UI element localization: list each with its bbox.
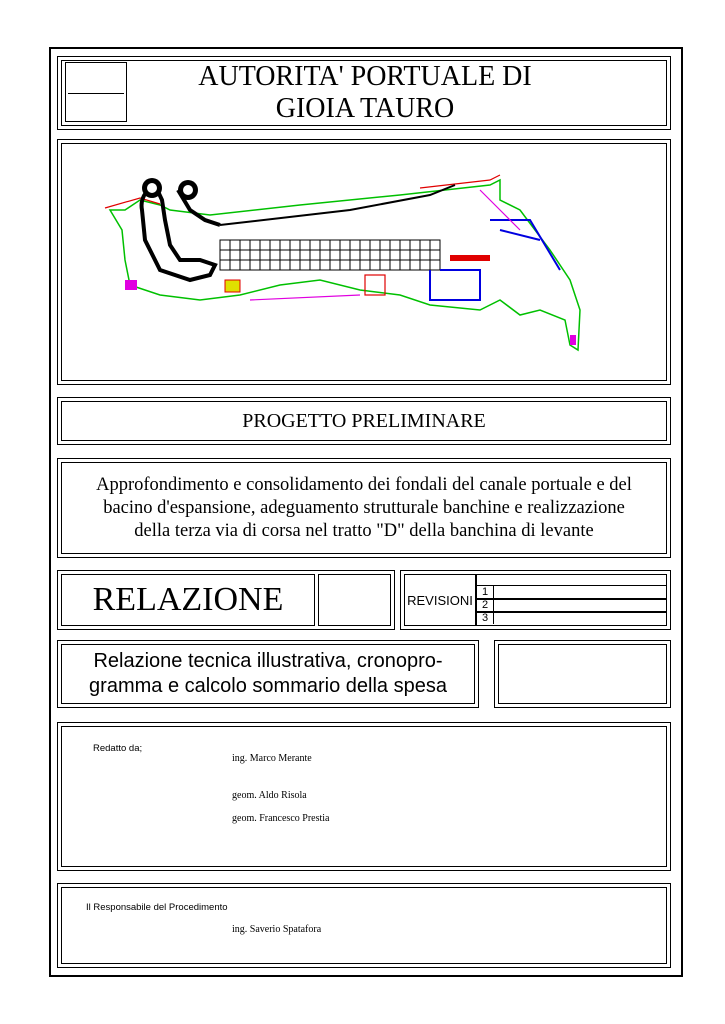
revisions-label-box — [404, 574, 476, 626]
description-line-1: Approfondimento e consolidamento dei fondali del canale portuale e del — [96, 474, 632, 495]
author-name-1: ing. Marco Merante — [232, 753, 312, 764]
stamp-inner-box — [498, 644, 667, 704]
doc-type-inner-box — [61, 574, 315, 626]
subject-inner-box — [61, 644, 475, 704]
authors-label: Redatto da; — [93, 743, 143, 754]
subject-line-2: gramma e calcolo sommario della spesa — [89, 675, 447, 697]
description-line-2: bacino d'espansione, adeguamento strutturale banchine e realizzazione — [103, 497, 625, 518]
responsible-inner-box — [61, 887, 667, 964]
title-line-2: GIOIA TAURO — [275, 93, 455, 124]
author-name-3: geom. Francesco Prestia — [232, 813, 330, 824]
phase-title: PROGETTO PRELIMINARE — [242, 409, 486, 432]
authors-inner-box — [61, 726, 667, 867]
page-title — [130, 60, 600, 126]
phase-inner-box — [61, 401, 667, 441]
port-plan-map — [100, 170, 600, 365]
title-line-1: AUTORITA' PORTUALE DI — [198, 61, 532, 92]
doc-code-box — [318, 574, 391, 626]
logo-box — [65, 62, 127, 122]
building-yellow — [225, 280, 240, 292]
land-contour — [110, 180, 580, 350]
revisions-table — [476, 574, 667, 626]
revision-number-2: 2 — [482, 599, 489, 611]
description-inner-box — [61, 462, 667, 554]
responsible-label: Il Responsabile del Procedimento — [86, 902, 228, 913]
channel-path — [142, 185, 215, 280]
description-line-3: della terza via di corsa nel tratto "D" della banchina di levante — [134, 520, 594, 541]
revision-number-3: 3 — [482, 612, 489, 624]
responsible-name: ing. Saverio Spatafora — [232, 924, 322, 935]
revisions-label: REVISIONI — [407, 592, 473, 608]
quay-line — [220, 185, 455, 225]
revision-number-1: 1 — [482, 586, 489, 598]
subject-line-1: Relazione tecnica illustrativa, cronopro- — [93, 650, 443, 672]
author-name-2: geom. Aldo Risola — [232, 790, 307, 801]
storage-yard — [220, 240, 440, 270]
road-blue — [430, 220, 560, 300]
logo-line — [68, 93, 124, 94]
doc-type-title: RELAZIONE — [92, 581, 284, 618]
